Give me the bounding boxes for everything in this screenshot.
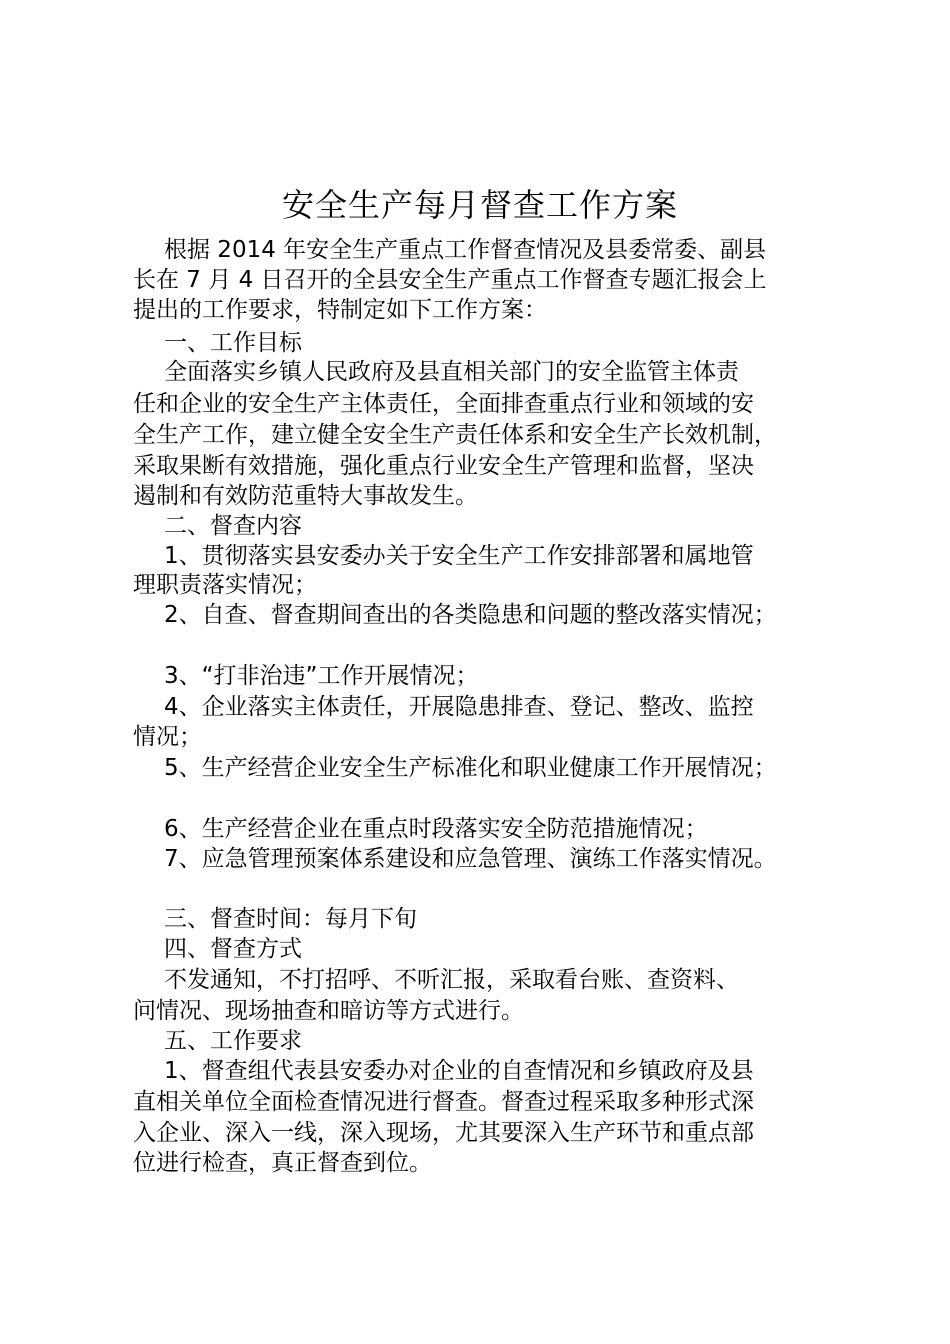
- list-item: 6、生产经营企业在重点时段落实安全防范措施情况；: [164, 816, 708, 842]
- list-item: 4、企业落实主体责任，开展隐患排查、登记、整改、监控: [164, 694, 754, 720]
- paragraph-line: 问情况、现场抽查和暗访等方式进行。: [133, 998, 524, 1024]
- paragraph-line: 不发通知，不打招呼、不听汇报，采取看台账、查资料、: [164, 967, 739, 993]
- paragraph-line: 采取果断有效措施，强化重点行业安全生产管理和监督，坚决: [133, 453, 754, 479]
- paragraph-line: 全生产工作，建立健全安全生产责任体系和安全生产长效机制，: [133, 422, 777, 448]
- list-item: 1、督查组代表县安委办对企业的自查情况和乡镇政府及县: [164, 1058, 754, 1084]
- list-item-continuation: 直相关单位全面检查情况进行督查。督查过程采取多种形式深: [133, 1089, 754, 1115]
- section-heading-content: 二、督查内容: [164, 513, 302, 539]
- document-title: 安全生产每月督查工作方案: [281, 186, 678, 224]
- list-item: 2、自查、督查期间查出的各类隐患和问题的整改落实情况；: [164, 602, 777, 628]
- list-item-continuation: 情况；: [133, 724, 202, 750]
- paragraph-line: 提出的工作要求，特制定如下工作方案：: [133, 297, 547, 323]
- list-item: 3、“打非治违”工作开展情况；: [164, 663, 479, 689]
- list-item: 7、应急管理预案体系建设和应急管理、演练工作落实情况。: [164, 846, 777, 872]
- section-heading-requirements: 五、工作要求: [164, 1028, 302, 1054]
- list-item: 1、贯彻落实县安委办关于安全生产工作安排部署和属地管: [164, 543, 754, 569]
- paragraph-line: 长在 7 月 4 日召开的全县安全生产重点工作督查专题汇报会上: [133, 267, 767, 293]
- section-heading-goal: 一、工作目标: [164, 330, 302, 356]
- section-heading-time: 三、督查时间：每月下旬: [164, 906, 417, 932]
- list-item-continuation: 入企业、深入一线，深入现场，尤其要深入生产环节和重点部: [133, 1120, 754, 1146]
- list-item: 5、生产经营企业安全生产标准化和职业健康工作开展情况；: [164, 755, 777, 781]
- paragraph-line: 全面落实乡镇人民政府及县直相关部门的安全监管主体责: [164, 359, 739, 385]
- paragraph-line: 遏制和有效防范重特大事故发生。: [133, 483, 478, 509]
- list-item-continuation: 位进行检查，真正督查到位。: [133, 1150, 432, 1176]
- paragraph-line: 根据 2014 年安全生产重点工作督查情况及县委常委、副县: [164, 237, 767, 263]
- list-item-continuation: 理职责落实情况；: [133, 572, 317, 598]
- section-heading-method: 四、督查方式: [164, 936, 302, 962]
- paragraph-line: 任和企业的安全生产主体责任，全面排查重点行业和领域的安: [133, 391, 754, 417]
